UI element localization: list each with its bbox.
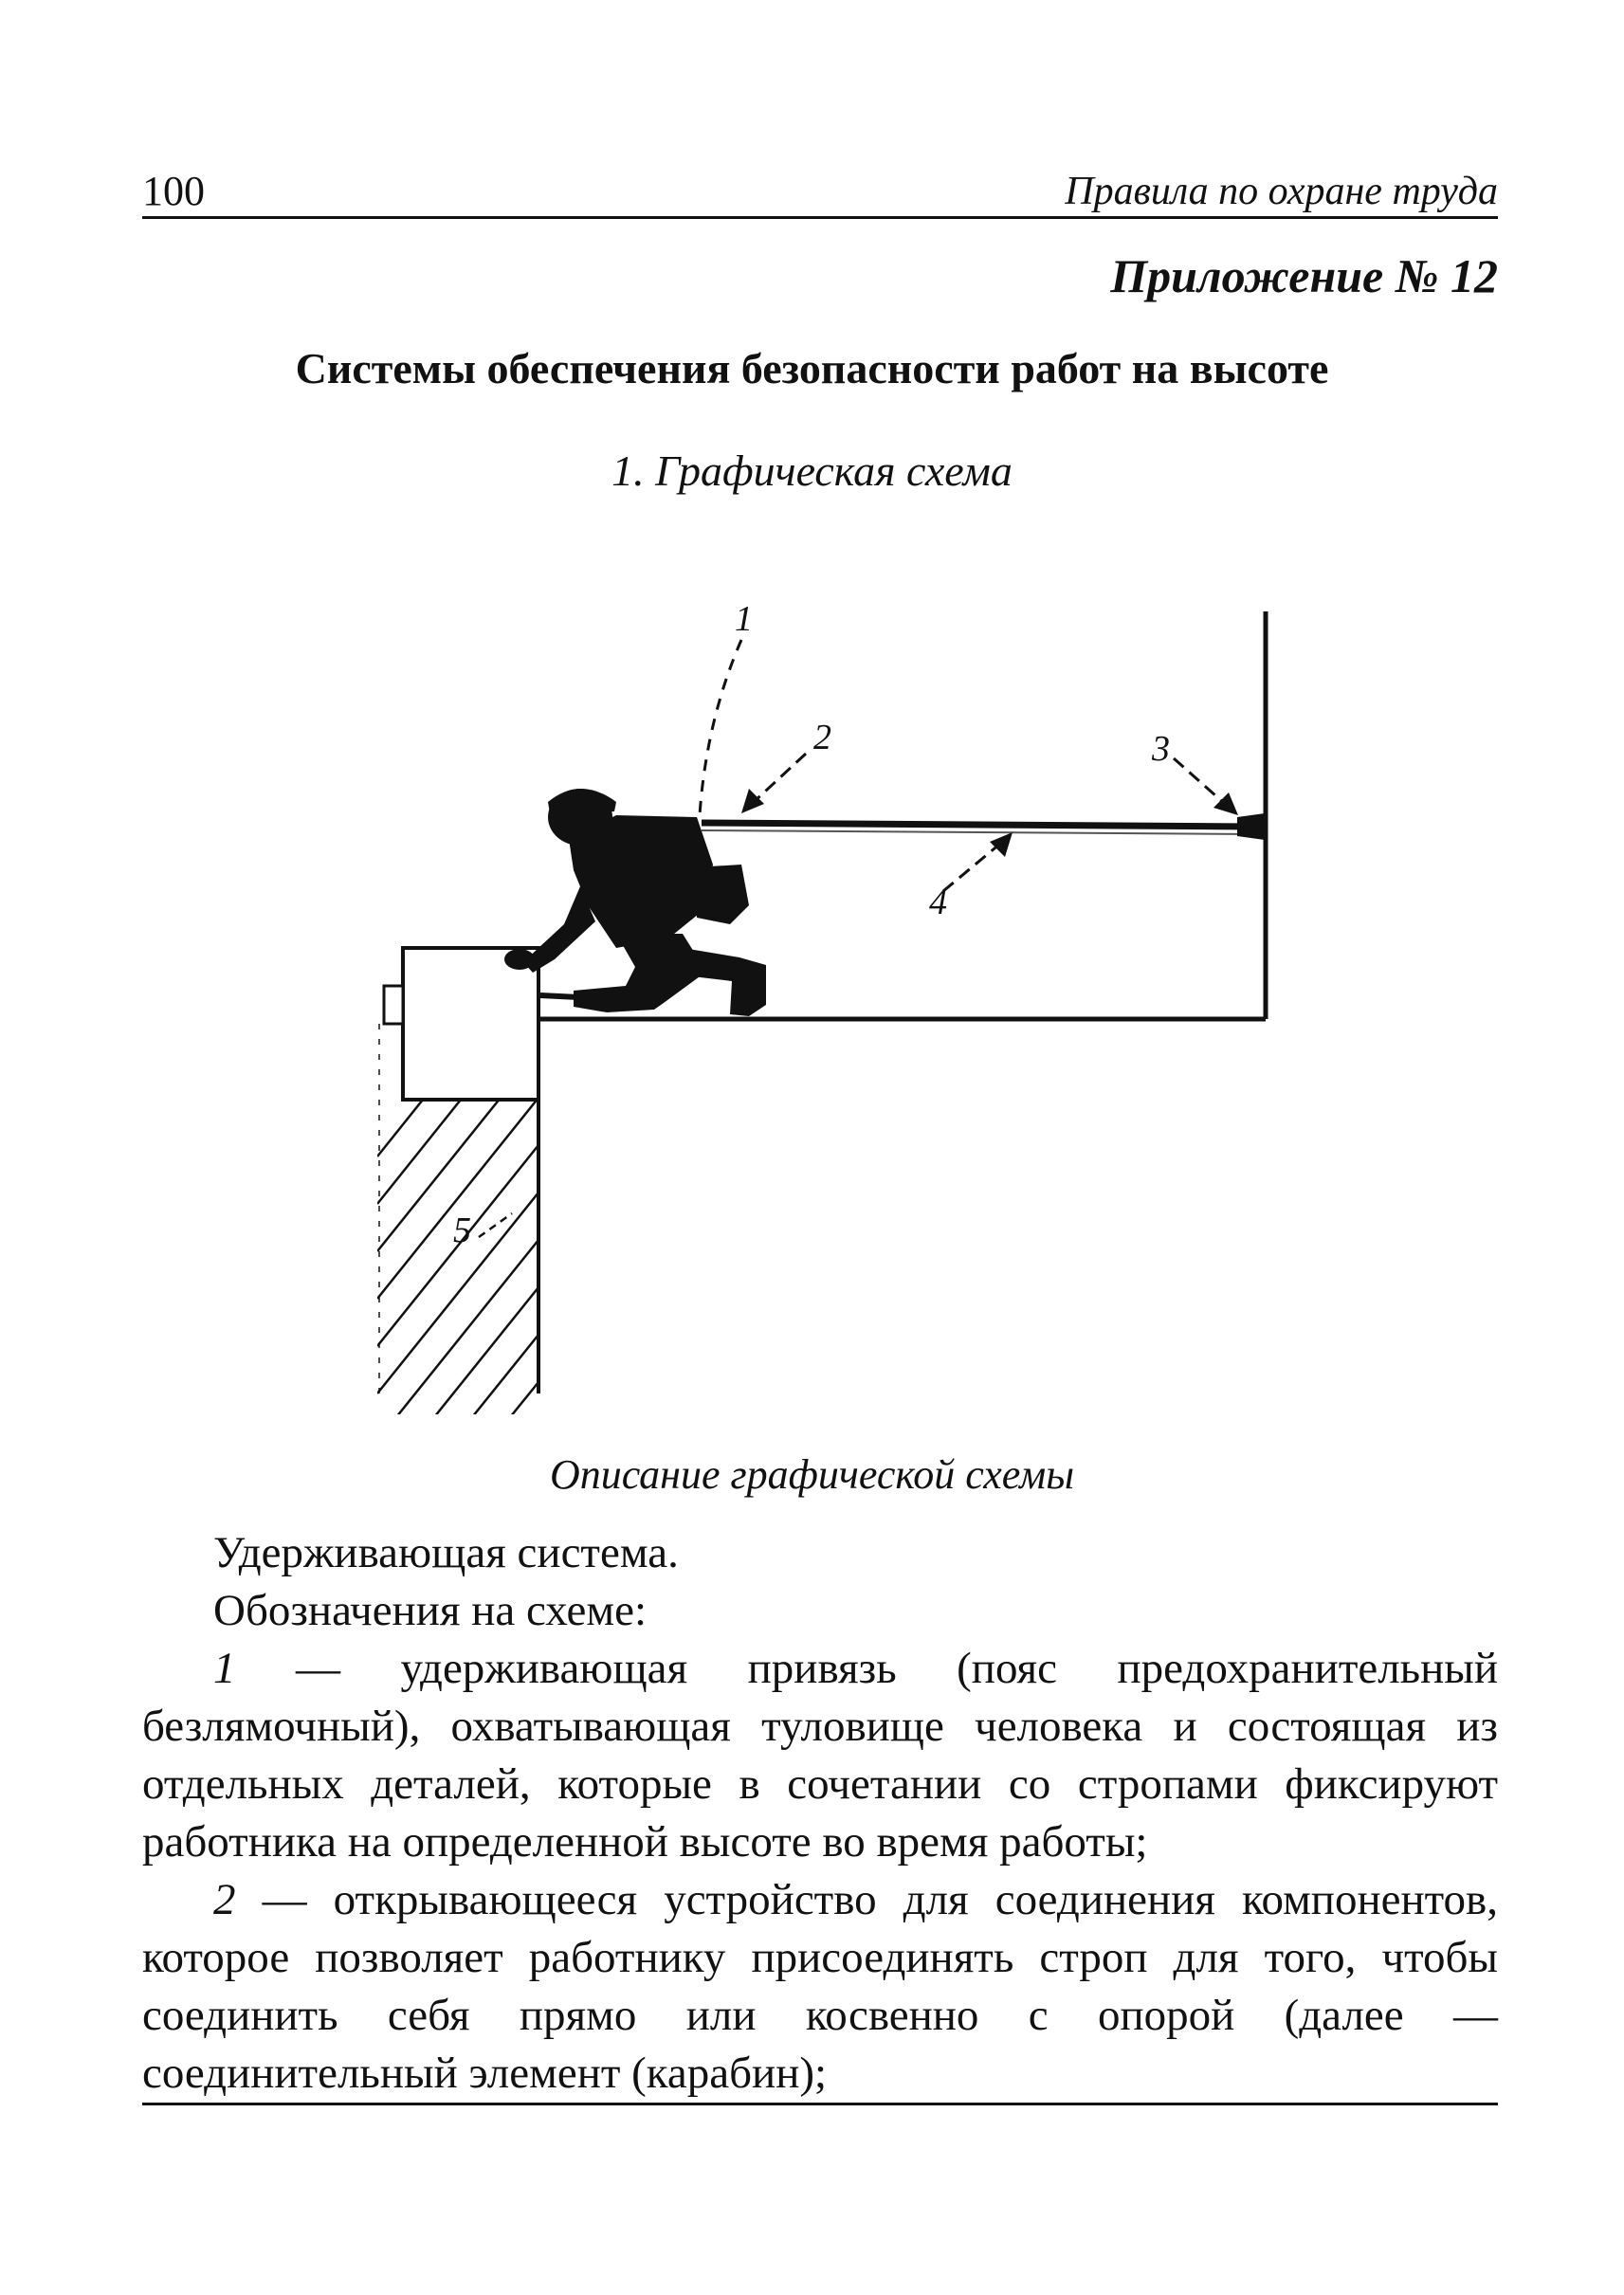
lanyard-edge (702, 830, 1253, 834)
lanyard-arrow (943, 844, 1000, 891)
anchor-arrowhead (1213, 792, 1238, 815)
page-title: Системы обеспечения безопасности работ на высоте (295, 344, 1329, 392)
label-3: 3 (1152, 729, 1170, 769)
running-title: Правила по охране труда (1065, 170, 1498, 213)
label-5: 5 (453, 1211, 471, 1250)
legend-item-number: 1 (213, 1644, 236, 1693)
carabiner-arrow (754, 754, 806, 802)
appendix-label: Приложение № 12 (1110, 249, 1498, 302)
parapet-cap (384, 986, 403, 1024)
carabiner-arrowhead (741, 789, 764, 813)
legend-item (142, 1871, 1498, 2103)
legend-text (142, 1524, 1498, 2103)
label-2: 2 (813, 718, 831, 757)
lanyard-arrowhead (990, 832, 1013, 857)
legend-item-text: — удерживающая привязь (пояс предохранительный безлямочный), охватывающая туловище человека и состоящая из отдельных деталей, которые в сочетании со стропами фиксируют работника на определенной высоте во время работы; (142, 1644, 1498, 1867)
harness-indicator-line (700, 640, 741, 815)
footer-rule (142, 2103, 1498, 2105)
page-number: 100 (142, 168, 205, 214)
figure-caption: Описание графической схемы (549, 1451, 1075, 1498)
lanyard (702, 823, 1253, 827)
label-4: 4 (929, 883, 947, 922)
worker-crowbar (540, 995, 578, 997)
legend-heading: Обозначения на схеме: (213, 1586, 648, 1635)
label-1: 1 (735, 599, 753, 639)
legend-item-number: 2 (213, 1875, 236, 1924)
intro-paragraph: Удерживающая система. (213, 1528, 679, 1577)
section-title: 1. Графическая схема (611, 446, 1013, 495)
anchor-arrow (1174, 758, 1225, 804)
anchor-point (1237, 813, 1265, 840)
legend-item-text: — открывающееся устройство для соединения компонентов, которое позволяет работнику присоединять строп для того, чтобы соединить себя прямо или косвенно с опорой (далее — соединительный элемент (карабин); (142, 1875, 1498, 2098)
parapet-block (403, 948, 538, 1100)
legend-item (142, 1640, 1498, 1871)
